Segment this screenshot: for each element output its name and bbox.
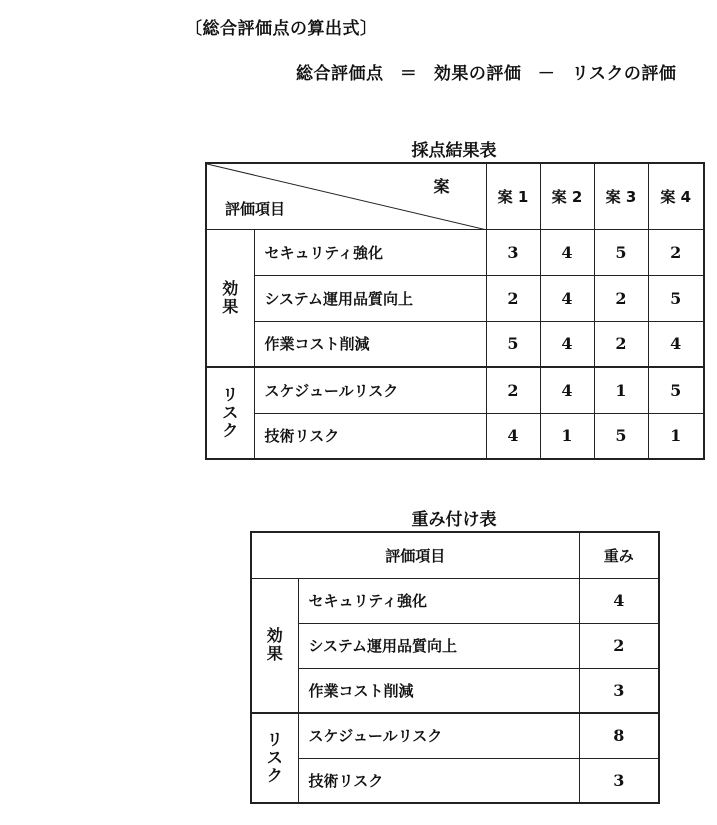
score-cell: 2 bbox=[594, 275, 648, 321]
formula bbox=[296, 59, 676, 84]
table-row bbox=[251, 668, 659, 713]
row-item: セキュリティ強化 bbox=[254, 229, 486, 275]
score-cell: 2 bbox=[594, 321, 648, 367]
row-item: スケジュールリスク bbox=[298, 713, 579, 758]
section-heading: 〔総合評価点の算出式〕 bbox=[185, 19, 378, 39]
table-row bbox=[206, 367, 704, 413]
weight-cell: 2 bbox=[579, 623, 659, 668]
table-row bbox=[206, 275, 704, 321]
score-cell: 4 bbox=[486, 413, 540, 459]
table-row bbox=[206, 413, 704, 459]
score-cell: 2 bbox=[648, 229, 704, 275]
row-item: システム運用品質向上 bbox=[254, 275, 486, 321]
weight-table-title: 重み付け表 bbox=[411, 510, 497, 530]
table-row bbox=[251, 713, 659, 758]
score-cell: 5 bbox=[594, 413, 648, 459]
row-item: システム運用品質向上 bbox=[298, 623, 579, 668]
formula-risk-term: リスクの評価 bbox=[571, 64, 677, 84]
corner-label-item: 評価項目 bbox=[225, 199, 286, 218]
group-label-effect: 効 果 bbox=[251, 578, 298, 713]
scoring-table-title: 採点結果表 bbox=[411, 141, 497, 161]
column-header: 案 4 bbox=[648, 163, 704, 229]
row-item: スケジュールリスク bbox=[254, 367, 486, 413]
row-item: 技術リスク bbox=[298, 758, 579, 803]
score-cell: 1 bbox=[594, 367, 648, 413]
weight-cell: 3 bbox=[579, 668, 659, 713]
table-row bbox=[206, 229, 704, 275]
score-cell: 4 bbox=[540, 321, 594, 367]
score-cell: 2 bbox=[486, 275, 540, 321]
corner-label-plan: 案 bbox=[433, 177, 450, 196]
corner-cell bbox=[206, 163, 486, 229]
group-label-effect: 効 果 bbox=[206, 229, 254, 367]
weight-cell: 8 bbox=[579, 713, 659, 758]
score-cell: 4 bbox=[648, 321, 704, 367]
column-header: 案 2 bbox=[540, 163, 594, 229]
score-cell: 5 bbox=[486, 321, 540, 367]
score-cell: 5 bbox=[648, 275, 704, 321]
column-header: 案 1 bbox=[486, 163, 540, 229]
column-header: 案 3 bbox=[594, 163, 648, 229]
header-weight: 重み bbox=[579, 532, 659, 578]
group-label-risk: リ ス ク bbox=[206, 367, 254, 459]
scoring-table bbox=[205, 162, 705, 460]
formula-equals: ＝ bbox=[399, 64, 418, 84]
score-cell: 4 bbox=[540, 229, 594, 275]
formula-lhs: 総合評価点 bbox=[296, 64, 384, 84]
score-cell: 2 bbox=[486, 367, 540, 413]
formula-minus: － bbox=[537, 64, 556, 84]
score-cell: 4 bbox=[540, 367, 594, 413]
score-cell: 5 bbox=[594, 229, 648, 275]
score-cell: 1 bbox=[648, 413, 704, 459]
formula-effect-term: 効果の評価 bbox=[433, 64, 522, 84]
score-cell: 1 bbox=[540, 413, 594, 459]
row-item: 作業コスト削減 bbox=[254, 321, 486, 367]
table-row bbox=[251, 623, 659, 668]
table-row bbox=[251, 758, 659, 803]
header-item: 評価項目 bbox=[251, 532, 579, 578]
table-row bbox=[206, 321, 704, 367]
row-item: セキュリティ強化 bbox=[298, 578, 579, 623]
score-cell: 4 bbox=[540, 275, 594, 321]
group-label-risk: リ ス ク bbox=[251, 713, 298, 803]
weight-table bbox=[250, 531, 660, 804]
score-cell: 3 bbox=[486, 229, 540, 275]
row-item: 作業コスト削減 bbox=[298, 668, 579, 713]
score-cell: 5 bbox=[648, 367, 704, 413]
row-item: 技術リスク bbox=[254, 413, 486, 459]
weight-cell: 3 bbox=[579, 758, 659, 803]
table-row bbox=[251, 578, 659, 623]
weight-cell: 4 bbox=[579, 578, 659, 623]
